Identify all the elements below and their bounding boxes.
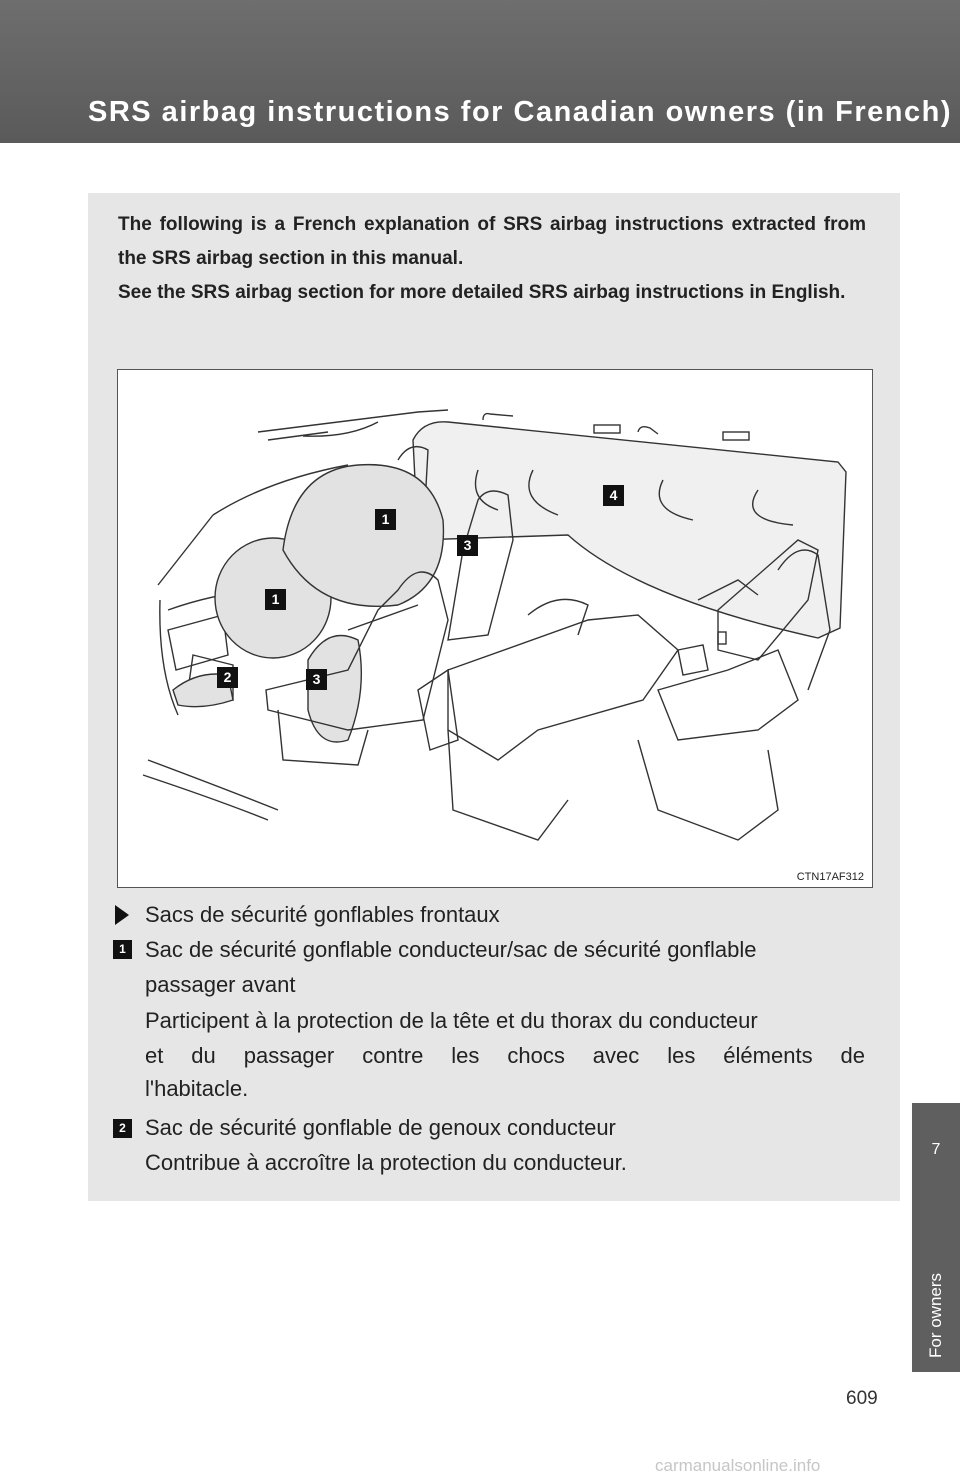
chapter-tab	[912, 1103, 960, 1372]
watermark: carmanualsonline.info	[655, 1456, 821, 1475]
car-interior-drawing	[118, 370, 872, 887]
item-desc-line: Participent à la protection de la tête et du thorax du conducteur	[145, 1008, 758, 1033]
chapter-label: For owners	[926, 1272, 945, 1358]
callout-1: 1	[265, 589, 286, 610]
section-heading: Sacs de sécurité gonflables frontaux	[145, 902, 500, 927]
item-title-line: Sac de sécurité gonflable de genoux conducteur	[145, 1115, 616, 1140]
chapter-number: 7	[931, 1141, 941, 1158]
airbag-illustration	[117, 369, 873, 888]
item-desc-line: et du passager contre les chocs avec les éléments de	[145, 1043, 865, 1068]
item-desc-line: Contribue à accroître la protection du conducteur.	[145, 1150, 627, 1175]
item-marker: 2	[113, 1119, 132, 1138]
content-box	[88, 193, 900, 1201]
callout-3: 3	[457, 535, 478, 556]
callout-4: 4	[603, 485, 624, 506]
page-title: SRS airbag instructions for Canadian owners (in French)	[88, 96, 952, 128]
intro-paragraph-2: See the SRS airbag section for more detailed SRS airbag instructions in English.	[118, 282, 846, 303]
intro-paragraph-1: The following is a French explanation of SRS airbag instructions extracted from the SRS airbag section in this manual.	[118, 214, 866, 269]
arrow-marker-icon	[115, 905, 129, 925]
item-desc-line: l'habitacle.	[145, 1076, 249, 1101]
callout-3: 3	[306, 669, 327, 690]
callout-2: 2	[217, 667, 238, 688]
intro	[118, 208, 866, 310]
page-number: 609	[846, 1388, 878, 1409]
item-title-line: Sac de sécurité gonflable conducteur/sac de sécurité gonflable	[145, 937, 757, 962]
item-title-line: passager avant	[145, 972, 296, 997]
figure-code: CTN17AF312	[796, 871, 864, 883]
callout-1: 1	[375, 509, 396, 530]
header-bar	[0, 0, 960, 143]
item-marker: 1	[113, 940, 132, 959]
